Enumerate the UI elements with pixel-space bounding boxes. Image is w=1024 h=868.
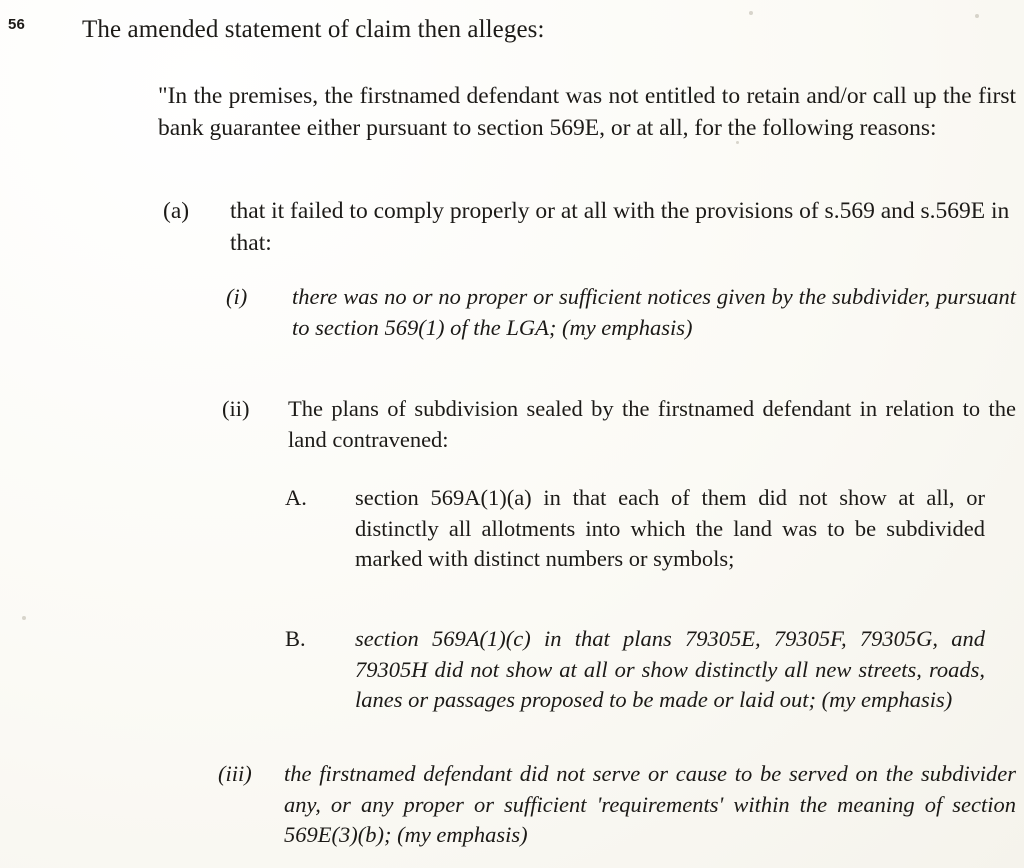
list-item-i [226,282,1016,343]
list-item-iii-text: the firstnamed defendant did not serve or cause to be served on the subdivider any, or any proper or sufficient 'requirements' within the meaning of section 569E(3)(b); (my emphasis) [284,761,1016,848]
list-item-A-text: section 569A(1)(a) in that each of them did not show at all, or distinctly all allotments into which the land was to be subdivided marked with distinct numbers or symbols; [355,485,985,572]
scan-speck [22,616,26,620]
list-item-B-marker: B. [285,626,306,651]
list-item-ii-marker: (ii) [222,396,250,421]
scan-speck [749,11,753,15]
paragraph-number: 56 [8,16,26,33]
list-item-ii [222,394,1016,455]
list-item-iii-marker: (iii) [218,761,252,786]
lead-in-text: The amended statement of claim then alleges: [82,16,545,43]
list-item-i-text: there was no or no proper or sufficient notices given by the subdivider, pursuant to section 569(1) of the LGA; (my emphasis) [292,284,1016,340]
list-item-a-marker: (a) [163,198,190,224]
quoted-passage: "In the premises, the firstnamed defendant was not entitled to retain and/or call up the first bank guarantee either pursuant to section 569E, or at all, for the following reasons: [158,83,1016,142]
list-item-A [285,483,985,575]
scan-speck [975,14,979,18]
list-item-a [163,196,1015,260]
list-item-ii-text: The plans of subdivision sealed by the firstnamed defendant in relation to the land contravened: [288,396,1016,452]
list-item-B-text: section 569A(1)(c) in that plans 79305E, 79305F, 79305G, and 79305H did not show at all or show distinctly all new streets, roads, lanes or passages proposed to be made or laid out; (my emphasis) [355,626,985,713]
list-item-i-marker: (i) [226,284,248,309]
list-item-B [285,624,985,716]
list-item-iii [218,759,1016,851]
list-item-a-text: that it failed to comply properly or at all with the provisions of s.569 and s.569E in that: [230,198,1010,256]
list-item-A-marker: A. [285,485,307,510]
